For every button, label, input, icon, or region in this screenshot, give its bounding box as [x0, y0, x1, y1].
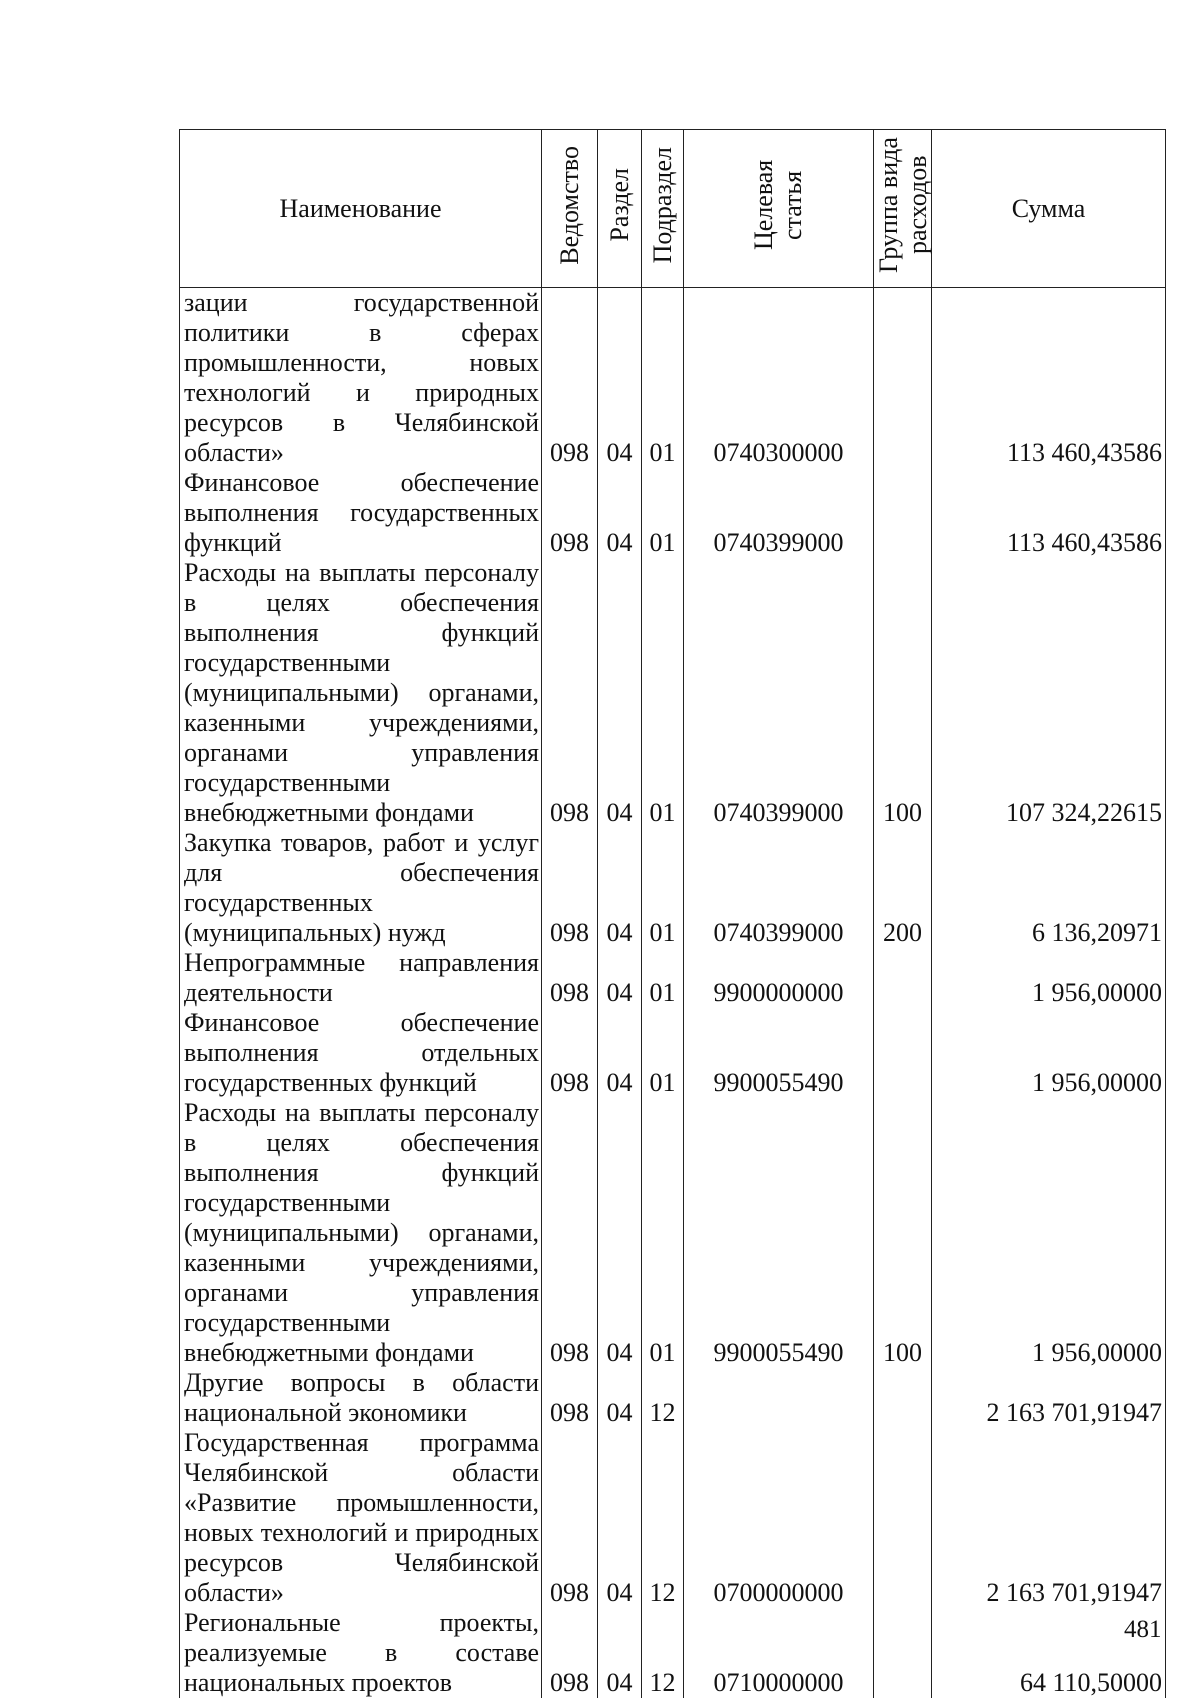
row-celevaya: 9900055490 — [684, 1008, 874, 1098]
header-razdel-cell — [598, 130, 642, 288]
row-vedomstvo: 098 — [542, 1428, 598, 1608]
table-row — [180, 288, 1166, 469]
row-vedomstvo: 098 — [542, 1098, 598, 1368]
row-gruppa: 100 — [874, 558, 932, 828]
row-celevaya: 0710000000 — [684, 1608, 874, 1698]
table-row — [180, 1008, 1166, 1098]
row-gruppa — [874, 1368, 932, 1428]
row-gruppa: 200 — [874, 828, 932, 948]
header-vedomstvo-cell — [542, 130, 598, 288]
header-gruppa: Группа вида расходов — [874, 130, 932, 280]
row-podrazdel: 01 — [642, 468, 684, 558]
header-name: Наименование — [180, 130, 542, 288]
row-podrazdel: 12 — [642, 1608, 684, 1698]
row-razdel: 04 — [598, 1368, 642, 1428]
header-vedomstvo: Ведомство — [555, 146, 584, 265]
table-row — [180, 468, 1166, 558]
table-header — [180, 130, 1166, 288]
row-summa: 1 956,00000 — [932, 948, 1166, 1008]
row-razdel: 04 — [598, 1008, 642, 1098]
row-gruppa — [874, 288, 932, 469]
row-gruppa — [874, 948, 932, 1008]
row-celevaya: 0740399000 — [684, 828, 874, 948]
header-razdel: Раздел — [605, 168, 634, 242]
row-razdel: 04 — [598, 1428, 642, 1608]
row-vedomstvo: 098 — [542, 828, 598, 948]
row-celevaya: 0700000000 — [684, 1428, 874, 1608]
row-summa: 113 460,43586 — [932, 288, 1166, 469]
budget-table — [179, 129, 1166, 1698]
row-name: Другие вопросы в области национальной экономики — [180, 1368, 542, 1428]
row-razdel: 04 — [598, 1608, 642, 1698]
row-podrazdel: 01 — [642, 288, 684, 469]
row-vedomstvo: 098 — [542, 1368, 598, 1428]
row-podrazdel: 01 — [642, 828, 684, 948]
row-vedomstvo: 098 — [542, 1608, 598, 1698]
row-celevaya: 0740300000 — [684, 288, 874, 469]
header-summa: Сумма — [932, 130, 1166, 288]
row-name: Региональные проекты, реализуемые в составе национальных проектов — [180, 1608, 542, 1698]
row-name: Закупка товаров, работ и услуг для обеспечения государственных (муниципальных) нужд — [180, 828, 542, 948]
row-summa: 6 136,20971 — [932, 828, 1166, 948]
row-gruppa — [874, 1608, 932, 1698]
header-podrazdel-cell — [642, 130, 684, 288]
table-body — [180, 288, 1166, 1698]
row-podrazdel: 01 — [642, 948, 684, 1008]
page-number: 481 — [1124, 1616, 1162, 1644]
row-vedomstvo: 098 — [542, 468, 598, 558]
row-razdel: 04 — [598, 948, 642, 1008]
row-summa: 64 110,50000 — [932, 1608, 1166, 1698]
row-summa: 2 163 701,91947 — [932, 1428, 1166, 1608]
table-row — [180, 1368, 1166, 1428]
row-podrazdel: 01 — [642, 1098, 684, 1368]
row-summa: 113 460,43586 — [932, 468, 1166, 558]
row-name: Финансовое обеспечение выполнения государственных функций — [180, 468, 542, 558]
header-gruppa-cell — [874, 130, 932, 288]
table-row — [180, 1608, 1166, 1698]
row-celevaya: 9900055490 — [684, 1098, 874, 1368]
header-celevaya: Целевая статья — [749, 145, 809, 265]
row-podrazdel: 01 — [642, 1008, 684, 1098]
row-summa: 1 956,00000 — [932, 1098, 1166, 1368]
row-gruppa — [874, 1428, 932, 1608]
row-razdel: 04 — [598, 288, 642, 469]
row-name: Финансовое обеспечение выполнения отдельных государственных функций — [180, 1008, 542, 1098]
row-razdel: 04 — [598, 1098, 642, 1368]
row-razdel: 04 — [598, 558, 642, 828]
row-vedomstvo: 098 — [542, 1008, 598, 1098]
table-row — [180, 1098, 1166, 1368]
row-vedomstvo: 098 — [542, 288, 598, 469]
row-celevaya: 0740399000 — [684, 558, 874, 828]
row-vedomstvo: 098 — [542, 558, 598, 828]
row-podrazdel: 01 — [642, 558, 684, 828]
row-name: Расходы на выплаты персоналу в целях обеспечения выполнения функций государственными (муниципальными) органами, казенными учреждениями, органами управления государственными внебюджетными фондами — [180, 558, 542, 828]
row-gruppa — [874, 1008, 932, 1098]
row-celevaya — [684, 1368, 874, 1428]
row-summa: 107 324,22615 — [932, 558, 1166, 828]
row-gruppa — [874, 468, 932, 558]
row-vedomstvo: 098 — [542, 948, 598, 1008]
row-podrazdel: 12 — [642, 1428, 684, 1608]
table-row — [180, 828, 1166, 948]
row-razdel: 04 — [598, 468, 642, 558]
header-podrazdel: Подраздел — [648, 147, 677, 263]
header-celevaya-cell — [684, 130, 874, 288]
row-gruppa: 100 — [874, 1098, 932, 1368]
table-row — [180, 1428, 1166, 1608]
row-celevaya: 0740399000 — [684, 468, 874, 558]
table-row — [180, 558, 1166, 828]
row-name: Расходы на выплаты персоналу в целях обеспечения выполнения функций государственными (муниципальными) органами, казенными учреждениями, органами управления государственными внебюджетными фондами — [180, 1098, 542, 1368]
row-name: зации государственной политики в сферах промышленности, новых технологий и природных ресурсов в Челябинской области» — [180, 288, 542, 469]
row-name: Государственная программа Челябинской области «Развитие промышленности, новых технологий и природных ресурсов Челябинской области» — [180, 1428, 542, 1608]
row-podrazdel: 12 — [642, 1368, 684, 1428]
table-row — [180, 948, 1166, 1008]
row-name: Непрограммные направления деятельности — [180, 948, 542, 1008]
row-celevaya: 9900000000 — [684, 948, 874, 1008]
row-razdel: 04 — [598, 828, 642, 948]
row-summa: 1 956,00000 — [932, 1008, 1166, 1098]
row-summa: 2 163 701,91947 — [932, 1368, 1166, 1428]
